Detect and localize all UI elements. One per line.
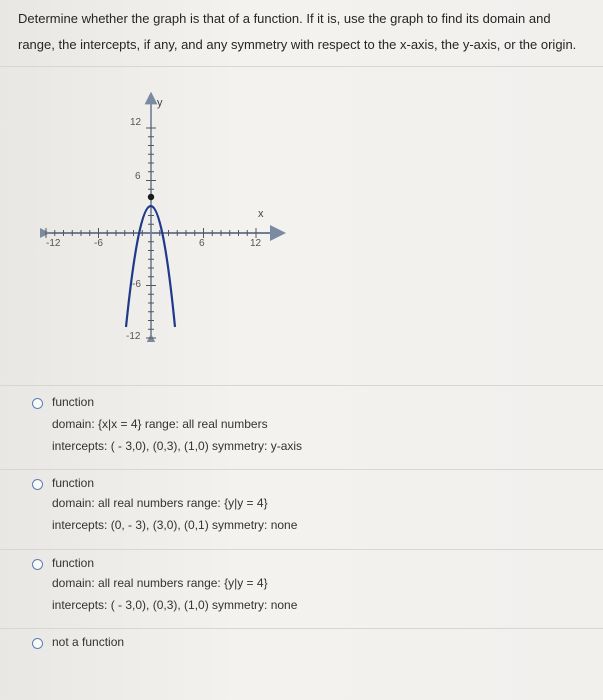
divider [0, 628, 603, 629]
option-label: function [52, 556, 95, 570]
y-axis-label: y [157, 97, 163, 109]
radio-button[interactable] [32, 479, 43, 490]
option-domain-range: domain: all real numbers range: {y|y = 4} [52, 576, 268, 590]
graph [40, 92, 290, 342]
answer-option-4[interactable] [32, 635, 572, 655]
divider [0, 549, 603, 550]
graph-svg [40, 92, 290, 342]
y-tick-label: 6 [135, 171, 141, 182]
option-intercepts-symmetry: intercepts: (0, - 3), (3,0), (0,1) symmetry: none [52, 518, 298, 532]
option-intercepts-symmetry: intercepts: ( - 3,0), (0,3), (1,0) symmetry: y-axis [52, 439, 303, 453]
x-axis-label: x [258, 208, 264, 220]
x-tick-label: -6 [94, 238, 103, 249]
answer-option-1[interactable] [32, 395, 572, 457]
divider [0, 469, 603, 470]
radio-button[interactable] [32, 638, 43, 649]
divider [0, 385, 603, 386]
y-tick-label: -12 [126, 331, 141, 342]
divider [0, 66, 603, 67]
radio-button[interactable] [32, 559, 43, 570]
radio-button[interactable] [32, 398, 43, 409]
point-marker [148, 194, 154, 200]
x-tick-label: -12 [46, 238, 61, 249]
option-domain-range: domain: all real numbers range: {y|y = 4} [52, 496, 268, 510]
y-tick-label: -6 [132, 279, 141, 290]
option-label: function [52, 395, 95, 409]
option-domain-range: domain: {x|x = 4} range: all real numbers [52, 417, 268, 431]
option-intercepts-symmetry: intercepts: ( - 3,0), (0,3), (1,0) symmetry: none [52, 598, 298, 612]
option-label: not a function [52, 635, 125, 649]
question-text: Determine whether the graph is that of a function. If it is, use the graph to find its domain and range, the intercepts, if any, and any symmetry with respect to the x-axis, the y-axis, or the origin. [18, 11, 577, 52]
y-tick-label: 12 [130, 117, 142, 128]
option-label: function [52, 476, 95, 490]
x-tick-label: 12 [250, 238, 262, 249]
x-tick-label: 6 [199, 238, 205, 249]
answer-option-2[interactable] [32, 476, 572, 538]
answer-option-3[interactable] [32, 556, 572, 618]
